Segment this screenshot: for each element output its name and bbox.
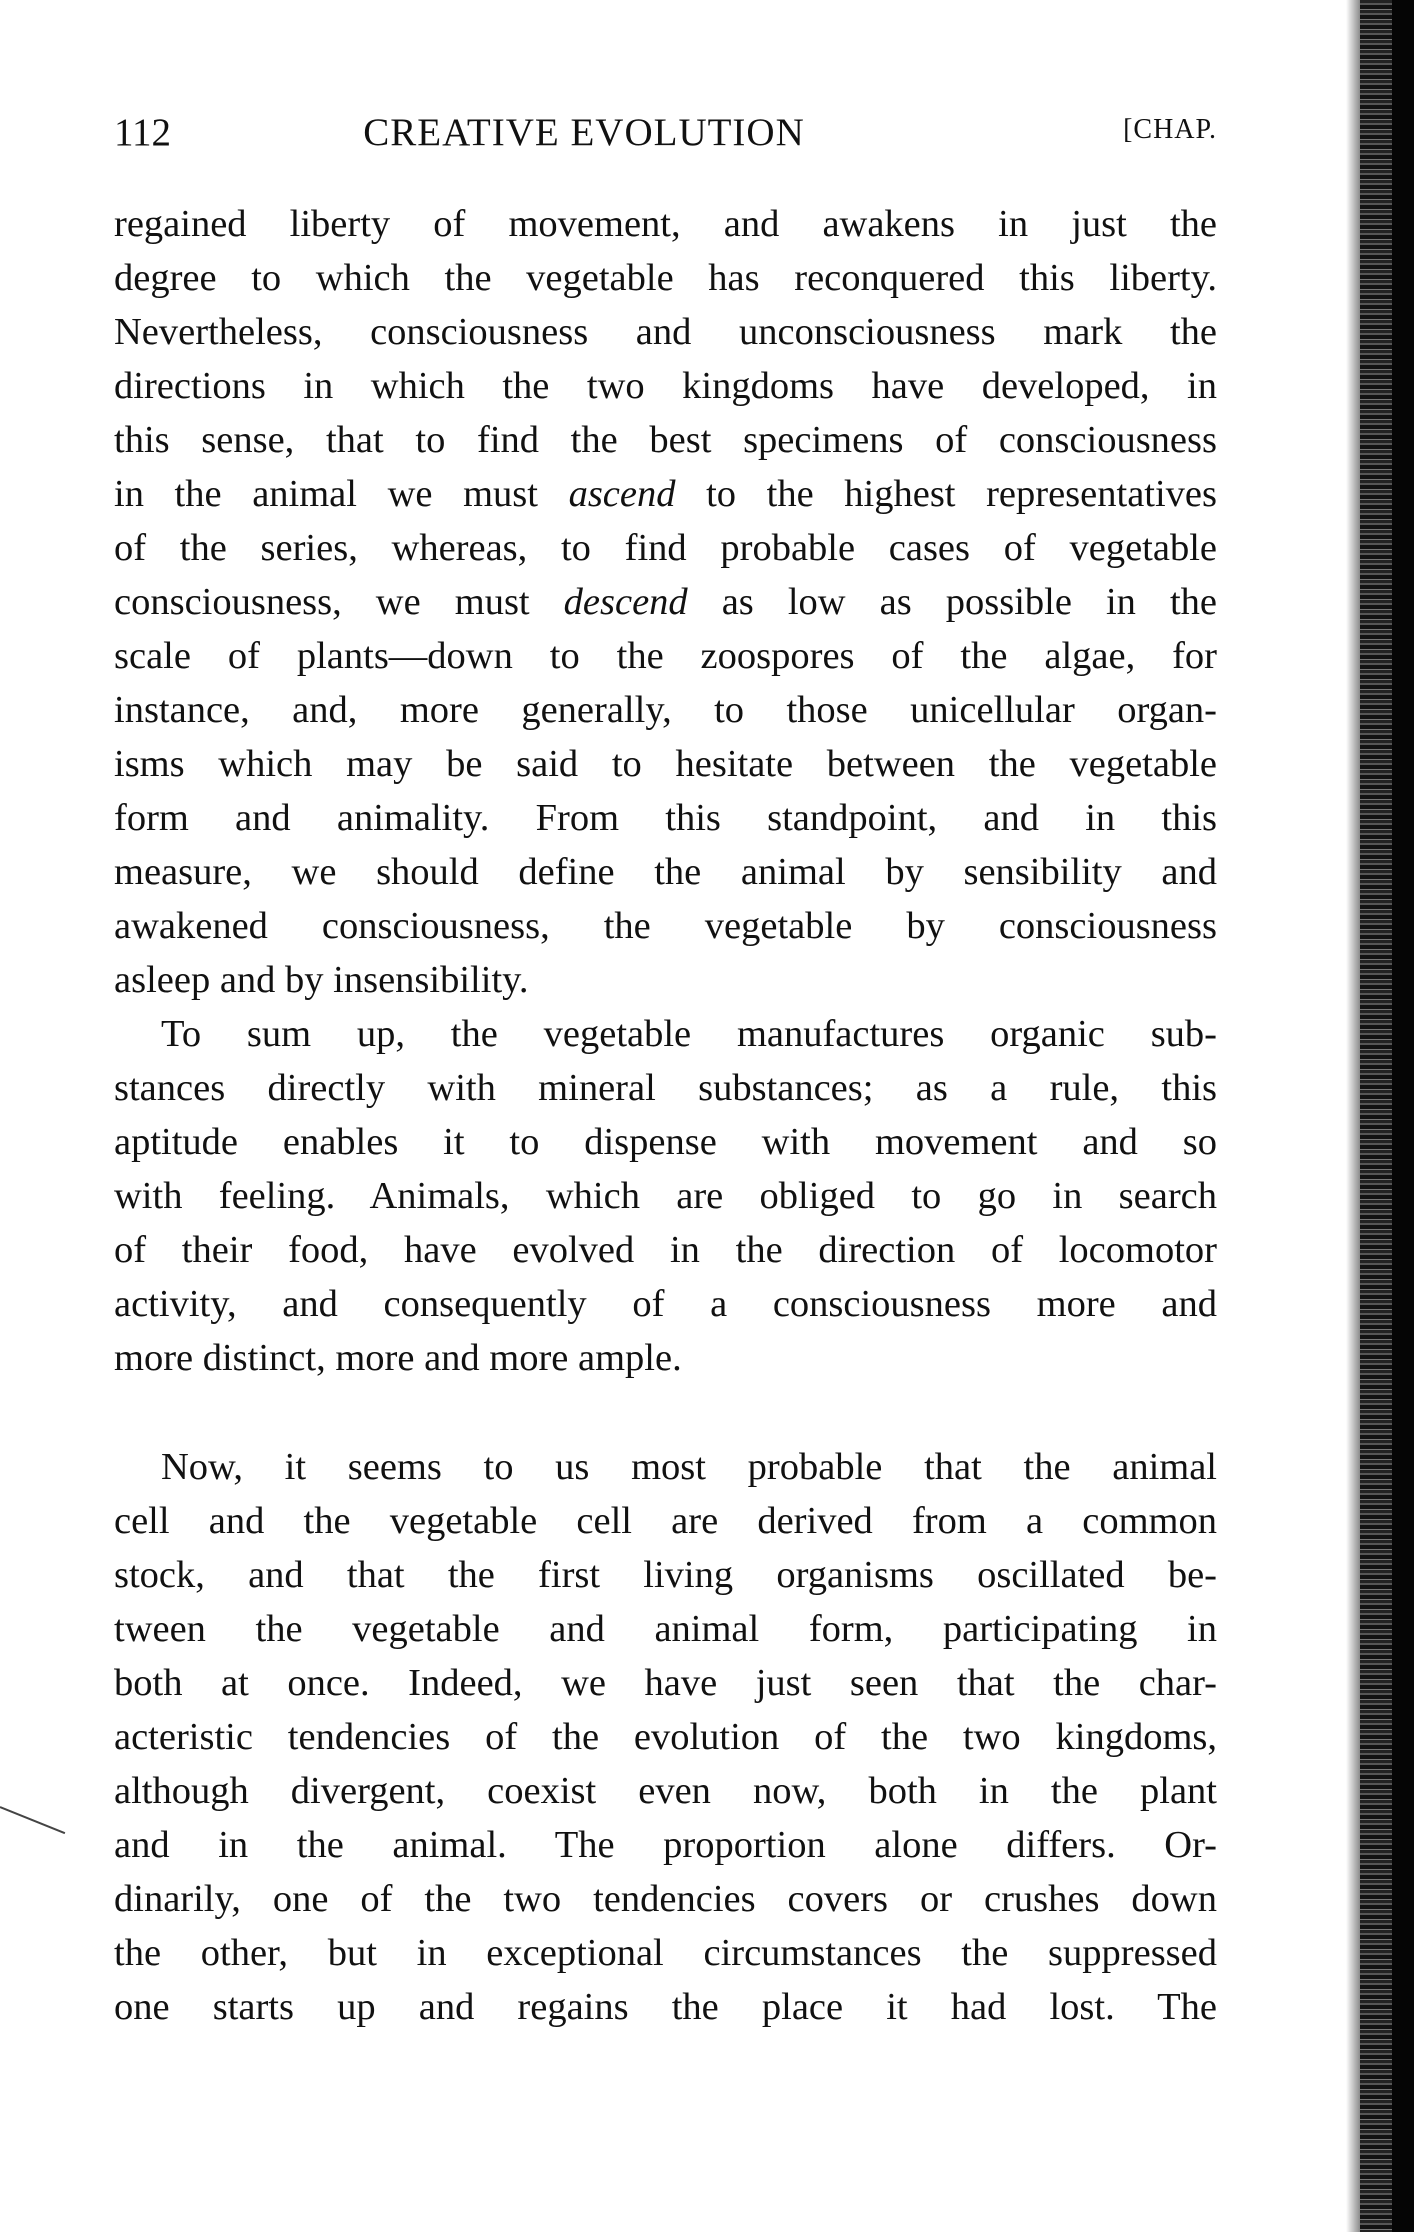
running-title: CREATIVE EVOLUTION [363,111,805,154]
page-body [114,197,1217,2034]
paragraph [114,1440,1217,2034]
text-line: asleep and by insensibility. [114,959,529,1001]
section-break [114,1385,1217,1440]
chapter-marker: [CHAP. [1123,114,1217,145]
text-line: both at once. Indeed, we have just seen that the char- [114,1662,1217,1704]
text-line: Nevertheless, consciousness and unconsciousness mark the [114,311,1217,353]
paragraph [114,197,1217,1007]
text-line: of their food, have evolved in the direction of locomotor [114,1229,1217,1271]
text-line: with feeling. Animals, which are obliged to go in search [114,1175,1217,1217]
text-line: form and animality. From this standpoint, and in this [114,797,1217,839]
text-line: although divergent, coexist even now, both in the plant [114,1770,1217,1812]
page-number: 112 [114,111,172,154]
text-line: stances directly with mineral substances; as a rule, this [114,1067,1217,1109]
text-line: tween the vegetable and animal form, participating in [114,1608,1217,1650]
running-header [114,110,1217,160]
text-line: more distinct, more and more ample. [114,1337,682,1379]
text-line: one starts up and regains the place it had lost. The [114,1986,1217,2028]
text-line: of the series, whereas, to find probable cases of vegetable [114,527,1217,569]
text-line: acteristic tendencies of the evolution of the two kingdoms, [114,1716,1217,1758]
text-line: Now, it seems to us most probable that the animal [161,1446,1217,1488]
text-line: regained liberty of movement, and awakens in just the [114,203,1217,245]
text-line: this sense, that to find the best specimens of consciousness [114,419,1217,461]
text-line: isms which may be said to hesitate between the vegetable [114,743,1217,785]
text-line: awakened consciousness, the vegetable by consciousness [114,905,1217,947]
text-line: stock, and that the first living organisms oscillated be- [114,1554,1217,1596]
text-line: dinarily, one of the two tendencies covers or crushes down [114,1878,1217,1920]
text-line: measure, we should define the animal by sensibility and [114,851,1217,893]
text-line: consciousness, we must descend as low as possible in the [114,581,1217,623]
scanned-page-edge [1360,0,1414,2232]
text-line: the other, but in exceptional circumstances the suppressed [114,1932,1217,1974]
text-line: cell and the vegetable cell are derived from a common [114,1500,1217,1542]
paragraph [114,1007,1217,1385]
text-line: instance, and, more generally, to those unicellular organ- [114,689,1217,731]
text-line: directions in which the two kingdoms have developed, in [114,365,1217,407]
text-line: and in the animal. The proportion alone differs. Or- [114,1824,1217,1866]
margin-pencil-mark [0,1806,65,1834]
text-line: aptitude enables it to dispense with movement and so [114,1121,1217,1163]
text-line: in the animal we must ascend to the highest representatives [114,473,1217,515]
text-line: activity, and consequently of a consciousness more and [114,1283,1217,1325]
text-line: To sum up, the vegetable manufactures organic sub- [161,1013,1217,1055]
text-line: scale of plants—down to the zoospores of the algae, for [114,635,1217,677]
text-line: degree to which the vegetable has reconquered this liberty. [114,257,1217,299]
